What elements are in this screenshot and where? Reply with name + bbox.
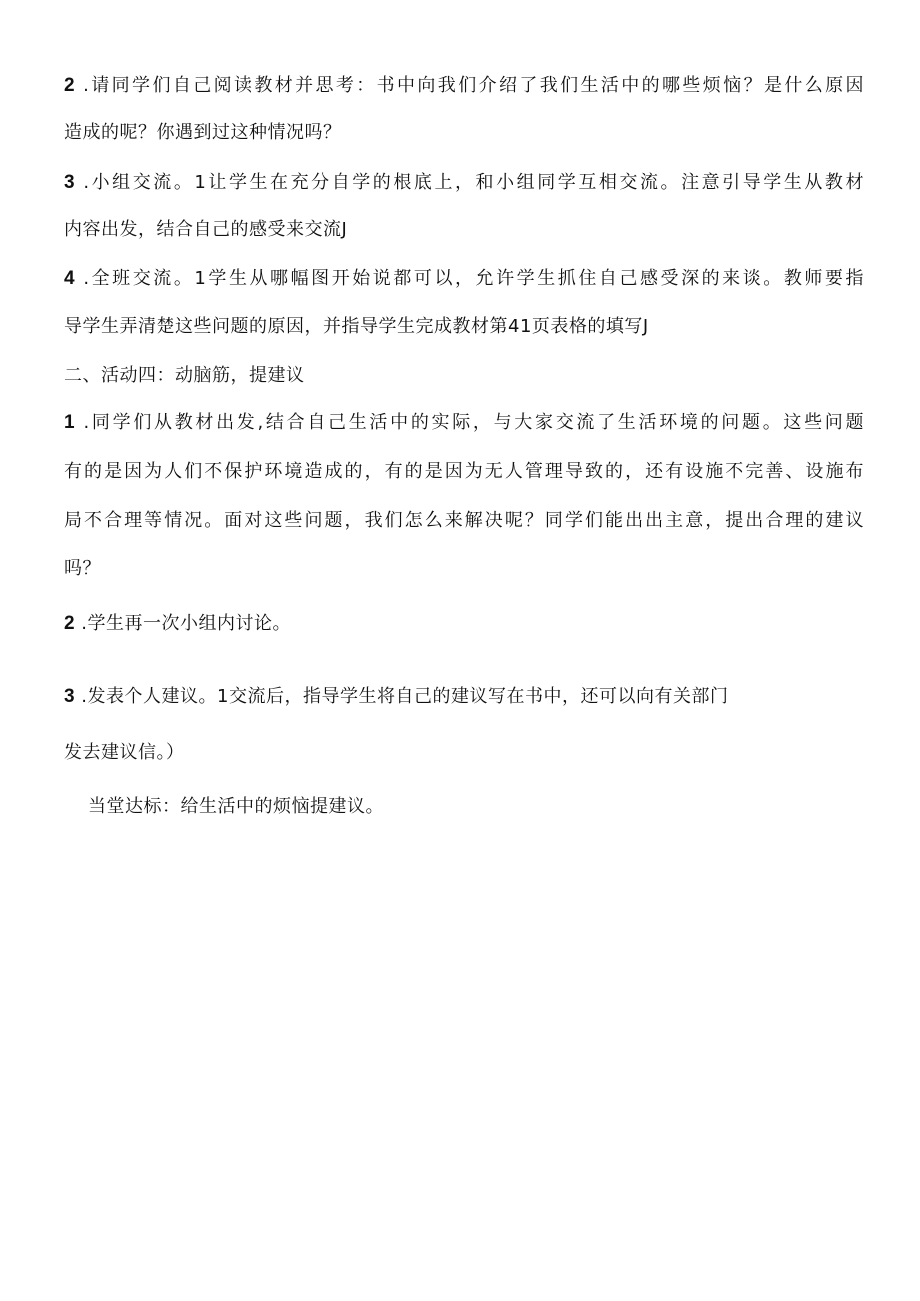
line-text: 造成的呢？你遇到过这种情况吗？ [64,122,342,143]
item-number: 1 [64,412,76,433]
paragraph-4-line-2 [64,315,864,339]
paragraph-1-line-3 [64,509,864,533]
line-text: .发表个人建议。1交流后，指导学生将自己的建议写在书中，还可以向有关部门 [75,686,729,707]
line-text: 局不合理等情况。面对这些问题，我们怎么来解决呢？同学们能出出主意，提出合理的建议 [64,510,864,531]
paragraph-4-line-1 [64,267,864,291]
section-heading-activity-4 [64,364,864,388]
line-text: 导学生弄清楚这些问题的原因，并指导学生完成教材第41页表格的填写J [64,316,649,337]
paragraph-1-line-4 [64,557,864,581]
paragraph-3b-line-2 [64,741,864,765]
item-number: 3 [64,172,76,193]
paragraph-3b-line-1 [64,685,864,709]
line-text: 吗？ [64,558,101,579]
line-text: 发去建议信。） [64,742,185,763]
paragraph-1-line-1 [64,411,864,435]
item-number: 3 [64,686,76,707]
line-text: .全班交流。1学生从哪幅图开始说都可以，允许学生抓住自己感受深的来谈。教师要指 [75,268,864,289]
line-text: .请同学们自己阅读教材并思考：书中向我们介绍了我们生活中的哪些烦恼？是什么原因 [75,75,864,96]
line-text: .学生再一次小组内讨论。 [75,613,292,634]
item-number: 2 [64,75,76,96]
line-text: 当堂达标：给生活中的烦恼提建议。 [88,796,384,817]
paragraph-3-line-2 [64,218,864,242]
heading-text: 二、活动四：动脑筋，提建议 [64,365,305,386]
paragraph-2-line-1 [64,74,864,98]
classroom-goal [88,795,888,819]
item-number: 2 [64,613,76,634]
paragraph-1-line-2 [64,460,864,484]
line-text: 内容出发，结合自己的感受来交流J [64,219,348,240]
item-number: 4 [64,268,76,289]
paragraph-2b-line-1 [64,612,864,636]
line-text: .小组交流。1让学生在充分自学的根底上，和小组同学互相交流。注意引导学生从教材 [75,172,864,193]
paragraph-2-line-2 [64,121,864,145]
paragraph-3-line-1 [64,171,864,195]
line-text: .同学们从教材出发,结合自己生活中的实际，与大家交流了生活环境的问题。这些问题 [75,412,864,433]
line-text: 有的是因为人们不保护环境造成的，有的是因为无人管理导致的，还有设施不完善、设施布 [64,461,864,482]
